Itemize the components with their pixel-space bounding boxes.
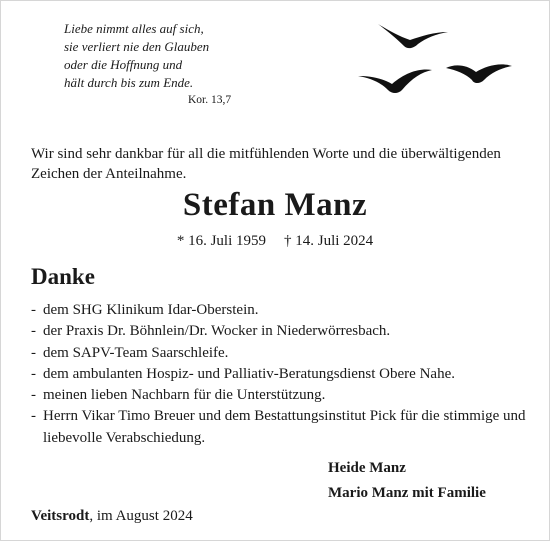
death-date: † 14. Juli 2024 <box>284 233 374 249</box>
list-item-text: dem SAPV-Team Saarschleife. <box>43 344 229 361</box>
list-item-text: meinen lieben Nachbarn für die Unterstützung. <box>43 387 326 404</box>
verse-line: oder die Hoffnung und <box>64 57 183 72</box>
intro-text: Wir sind sehr dankbar für all die mitfühlenden Worte und die überwältigenden Zeichen der Anteilnahme. <box>31 146 501 182</box>
list-item <box>31 385 531 406</box>
list-item-text: der Praxis Dr. Böhnlein/Dr. Wocker in Niederwörresbach. <box>43 323 391 340</box>
verse-source: Kor. 13,7 <box>188 94 232 106</box>
verse-line: hält durch bis zum Ende. <box>64 75 194 90</box>
life-dates <box>0 233 550 250</box>
date: , im August 2024 <box>89 508 193 524</box>
list-dash: - <box>31 408 36 425</box>
signature-mario: Mario Manz mit Familie <box>328 485 486 501</box>
list-item-text: dem SHG Klinikum Idar-Oberstein. <box>43 302 259 318</box>
thanks-list <box>31 300 531 449</box>
list-item <box>31 364 531 385</box>
place-date <box>31 508 193 525</box>
list-item <box>31 321 531 342</box>
bird-icon <box>446 64 512 83</box>
list-dash: - <box>31 387 36 404</box>
birds-icon <box>330 10 530 120</box>
list-item-text: dem ambulanten Hospiz- und Palliativ-Beratungsdienst Obere Nahe. <box>43 365 455 382</box>
list-dash: - <box>31 302 36 318</box>
list-item <box>31 406 531 449</box>
list-item <box>31 343 531 364</box>
list-item <box>31 300 531 321</box>
bird-icon <box>358 70 432 93</box>
list-item-text: Herrn Vikar Timo Breuer und dem Bestattungsinstitut Pick für die stimmige und liebevolle Verabschiedung. <box>43 408 526 446</box>
bird-icon <box>378 24 448 48</box>
birth-date: * 16. Juli 1959 <box>176 233 266 249</box>
list-dash: - <box>31 344 36 361</box>
verse-line: sie verliert nie den Glauben <box>64 39 210 54</box>
list-dash: - <box>31 365 36 382</box>
verse-line: Liebe nimmt alles auf sich, <box>64 21 204 36</box>
verse <box>64 20 264 92</box>
list-dash: - <box>31 323 36 340</box>
deceased-name: Stefan Manz <box>182 187 368 223</box>
thanks-heading: Danke <box>31 264 95 289</box>
place: Veitsrodt <box>31 508 90 524</box>
signature-heide: Heide Manz <box>328 460 406 476</box>
